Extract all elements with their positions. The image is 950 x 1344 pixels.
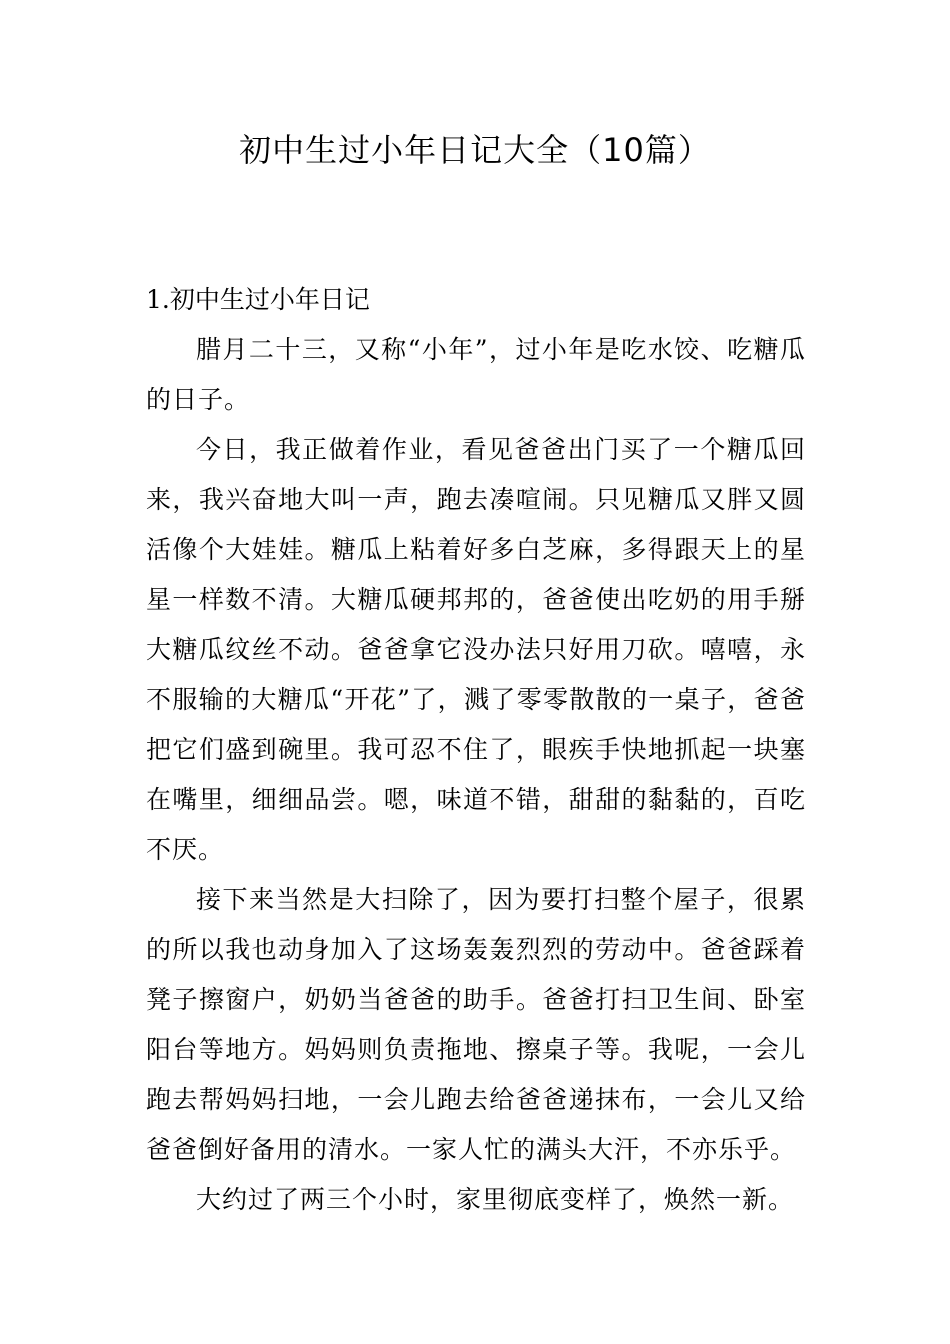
paragraph: 接下来当然是大扫除了，因为要打扫整个屋子，很累的所以我也动身加入了这场轰轰烈烈的劳动中。爸爸踩着凳子擦窗户，奶奶当爸爸的助手。爸爸打扫卫生间、卧室阳台等地方。妈妈则负责拖地、擦桌子等。我呢，一会儿跑去帮妈妈扫地，一会儿跑去给爸爸递抹布，一会儿又给爸爸倒好备用的清水。一家人忙的满头大汗，不亦乐乎。 — [146, 885, 806, 1164]
document-title: 初中生过小年日记大全（10篇） — [239, 131, 711, 169]
paragraph: 今日，我正做着作业，看见爸爸出门买了一个糖瓜回来，我兴奋地大叫一声，跑去凑喧闹。只见糖瓜又胖又圆活像个大娃娃。糖瓜上粘着好多白芝麻，多得跟天上的星星一样数不清。大糖瓜硬邦邦的，爸爸使出吃奶的用手掰大糖瓜纹丝不动。爸爸拿它没办法只好用刀砍。嘻嘻，永不服输的大糖瓜“开花”了，溅了零零散散的一桌子，爸爸把它们盛到碗里。我可忍不住了，眼疾手快地抓起一块塞在嘴里，细细品尝。嗯，味道不错，甜甜的黏黏的，百吃不厌。 — [146, 435, 806, 864]
section-heading: 1.初中生过小年日记 — [146, 285, 370, 314]
paragraph: 大约过了两三个小时，家里彻底变样了，焕然一新。 — [196, 1185, 795, 1214]
document-body — [146, 275, 806, 1225]
paragraph: 腊月二十三，又称“小年”，过小年是吃水饺、吃糖瓜的日子。 — [146, 335, 806, 414]
